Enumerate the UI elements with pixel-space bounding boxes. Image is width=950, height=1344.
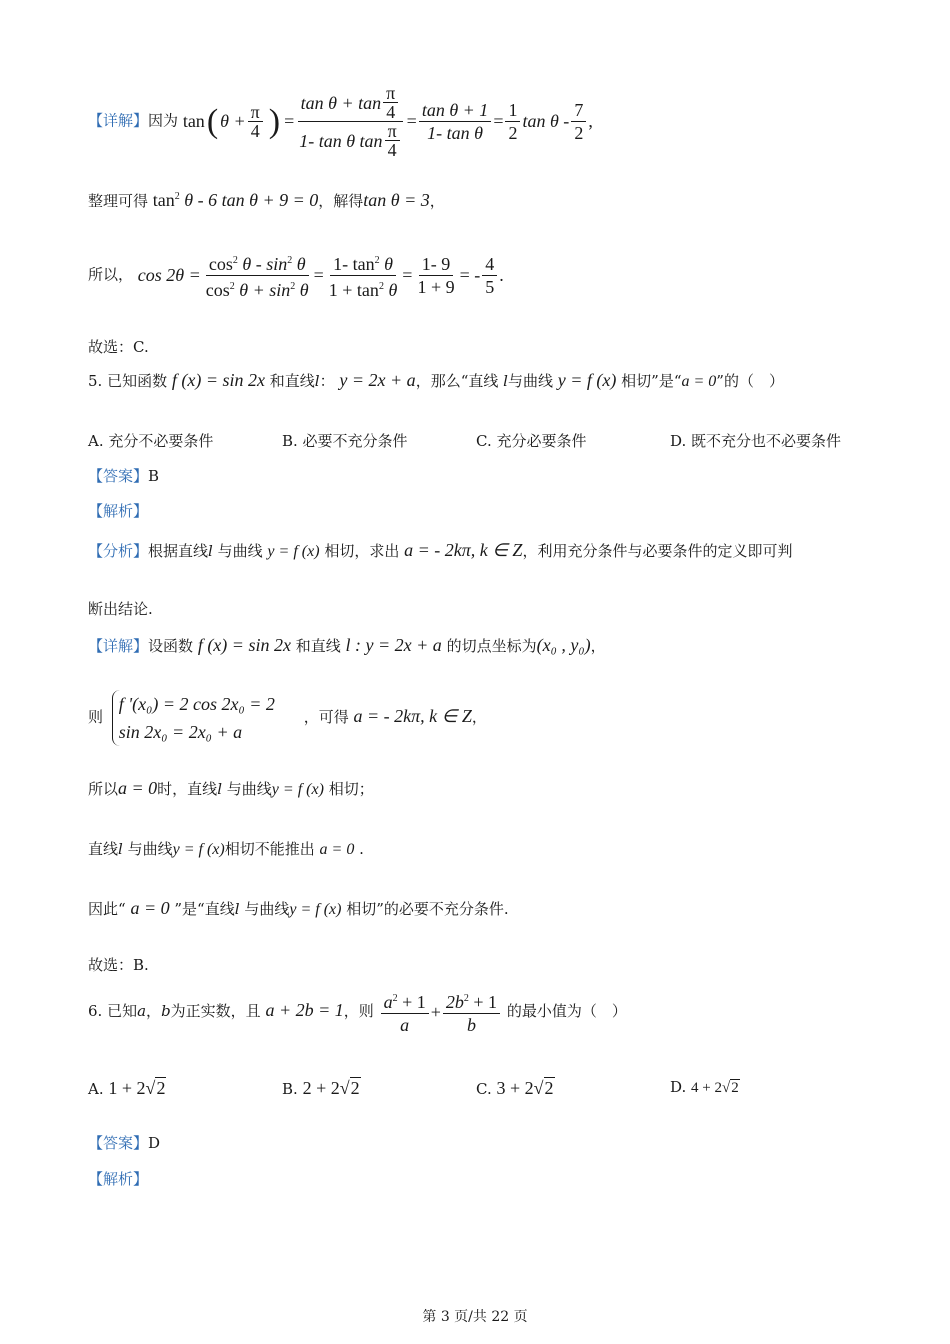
page-footer: 第 3 页/共 22 页 bbox=[422, 1309, 528, 1325]
text: ，则 bbox=[343, 1002, 374, 1020]
q6-option-b: B. 2 + 2√2 bbox=[282, 1078, 360, 1098]
q5-jiexi-tag: 【解析】 bbox=[88, 502, 149, 520]
formula-cond: a = 0 bbox=[681, 373, 717, 390]
text: ，那么“直线 bbox=[415, 372, 499, 390]
text: 整理可得 bbox=[88, 192, 149, 210]
text: 所以， bbox=[88, 265, 134, 284]
choose-c: 故选：C. bbox=[88, 338, 149, 356]
q6-option-d: D. 4 + 2√2 bbox=[670, 1078, 739, 1096]
q5-option-a: A. 充分不必要条件 bbox=[88, 432, 214, 450]
q6-jiexi-tag: 【解析】 bbox=[88, 1170, 149, 1188]
detail-tag: 【详解】 bbox=[88, 111, 149, 130]
q5-option-c: C. 充分必要条件 bbox=[476, 432, 587, 450]
q5-detail-1: 【详解】设函数 f (x) = sin 2x 和直线 l : y = 2x + a 的切点坐标为(x₀ , y₀)， bbox=[88, 635, 606, 655]
q6-option-a: A. 1 + 2√2 bbox=[88, 1078, 166, 1098]
text: 的最小值为（ ） bbox=[506, 1002, 627, 1020]
formula-line: y = 2x + a bbox=[339, 370, 416, 390]
question-5-stem bbox=[88, 370, 784, 391]
formula-sum: $\frac{a^2 + 1}{a}$ + $\frac{2b^2 + 1}{b}$ bbox=[379, 988, 502, 1036]
formula-cond: a + 2b = 1 bbox=[265, 1000, 344, 1020]
q5-fenxi-cont: 断出结论. bbox=[88, 600, 153, 618]
text: 为正实数，且 bbox=[170, 1002, 261, 1020]
text: 5. 已知函数 bbox=[88, 372, 168, 390]
formula-fx: f (x) = sin 2x bbox=[171, 370, 265, 390]
q5-detail-s3: 因此“ a = 0 ”是“直线l 与曲线y = f (x) 相切”的必要不充分条件. bbox=[88, 898, 509, 918]
q5-option-d: D. 既不充分也不必要条件 bbox=[670, 432, 842, 450]
symbol-l: l bbox=[314, 372, 320, 390]
formula-tan-3: tan θ = 3 bbox=[363, 190, 430, 210]
q5-answer: 【答案】B bbox=[88, 467, 160, 485]
q5-choose-b: 故选：B. bbox=[88, 956, 149, 974]
text: 与曲线 bbox=[507, 372, 553, 390]
symbol-l: l bbox=[503, 372, 508, 390]
symbol-a: a bbox=[137, 1002, 147, 1020]
formula-cos2theta: cos 2θ = $\frac{\cos^2 \theta - \sin^2 \theta}{\cos^2 \theta + \sin^2 \theta}$ = $\frac{1- \tan^2 \theta}{1 + \tan^2 \theta}$ = $\frac{1- 9}{1 + 9}$ = - $\frac{4}{5}$ . bbox=[138, 250, 504, 301]
text: ， bbox=[429, 192, 445, 210]
q5-option-b: B. 必要不充分条件 bbox=[282, 432, 408, 450]
detail-line-3 bbox=[88, 250, 504, 301]
formula-quadratic: $\tan^2 \theta - 6$ tan θ + 9 = 0 bbox=[152, 190, 319, 210]
q5-detail-s2: 直线l 与曲线y = f (x)相切不能推出 a = 0 . bbox=[88, 840, 364, 858]
question-6-stem bbox=[88, 988, 627, 1036]
detail-line-1 bbox=[88, 84, 593, 159]
q6-answer: 【答案】D bbox=[88, 1134, 161, 1152]
text: ”的（ ） bbox=[716, 372, 784, 390]
formula-curve: y = f (x) bbox=[557, 370, 617, 390]
q5-fenxi: 【分析】根据直线l 与曲线 y = f (x) 相切，求出 a = - 2kπ, k ∈ Z，利用充分条件与必要条件的定义即可判 bbox=[88, 540, 793, 560]
text: ： bbox=[319, 372, 335, 390]
intro-text: 因为 bbox=[148, 111, 179, 130]
q6-option-c: C. 3 + 2√2 bbox=[476, 1078, 554, 1098]
text: 相切”是“ bbox=[621, 372, 682, 390]
text: ，解得 bbox=[318, 192, 364, 210]
text: ， bbox=[146, 1002, 162, 1020]
formula-tan-sum: tan ( θ + $\frac{\pi}{4}$ ) = tan θ + tan $\frac{\pi}{4}$ 1- tan θ tan $\frac{\pi}{4}$ = $\frac{\text{tan θ + 1}}{\text{1- tan θ}}$ = $\frac{1}{2}$ tan θ - $\frac{7}{2}$ , bbox=[182, 83, 593, 160]
symbol-b: b bbox=[161, 1002, 171, 1020]
q5-detail-s1: 所以a = 0时，直线l 与曲线y = f (x) 相切； bbox=[88, 778, 374, 798]
detail-line-2 bbox=[88, 190, 445, 211]
q5-detail-system: 则 f '(x₀) = 2 cos 2x₀ = 2 sin 2x₀ = 2x₀ + a ，可得 a = - 2kπ, k ∈ Z， bbox=[88, 690, 487, 746]
text: 6. 已知 bbox=[88, 1002, 138, 1020]
text: 和直线 bbox=[269, 372, 315, 390]
